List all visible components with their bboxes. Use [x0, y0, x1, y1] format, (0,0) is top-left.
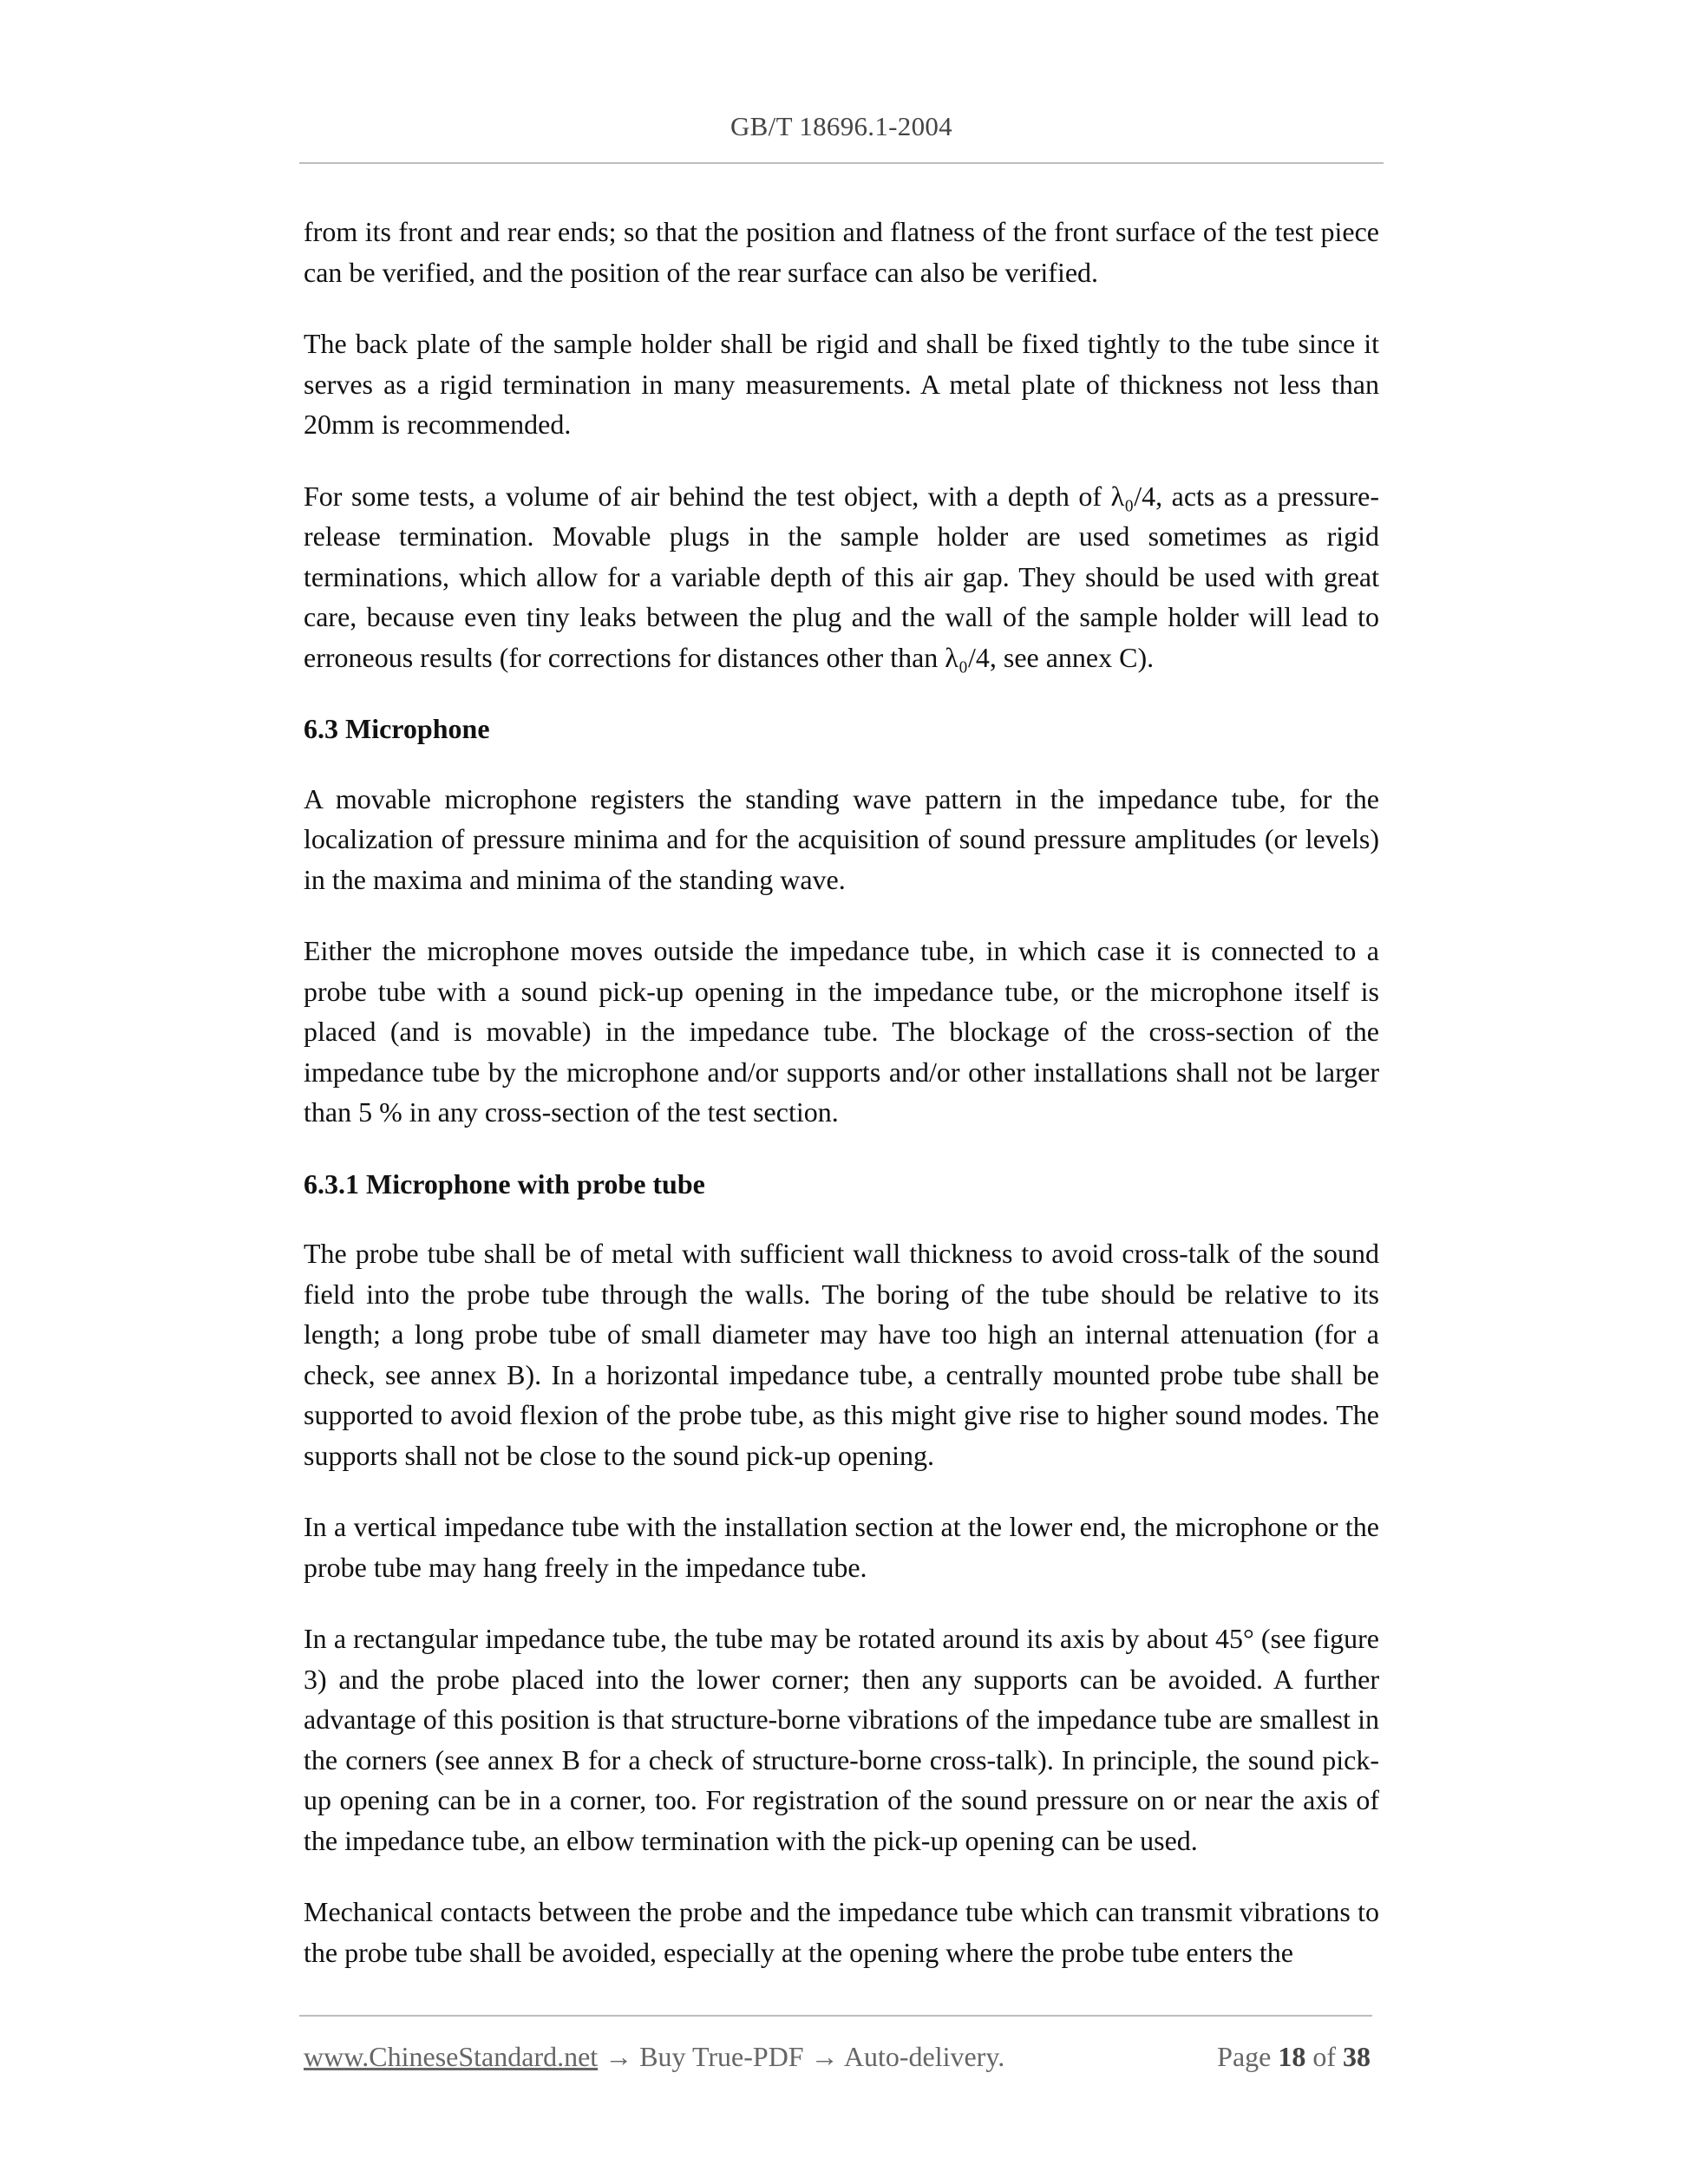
- paragraph: The probe tube shall be of metal with sufficient wall thickness to avoid cross-talk of the sound field into the probe tube through the walls. The boring of the tube should be relative to its length; a long probe tube of small diameter may have too high an internal attenuation (for a check, see annex B). In a horizontal impedance tube, a centrally mounted probe tube shall be supported to avoid flexion of the probe tube, as this might give rise to higher sound modes. The supports shall not be close to the sound pick-up opening.: [304, 1238, 1379, 1471]
- footer-divider: [299, 2015, 1372, 2017]
- paragraph: Either the microphone moves outside the impedance tube, in which case it is connected to a probe tube with a sound pick-up opening in the impedance tube, or the microphone itself is placed (and is movable) in the impedance tube. The blockage of the cross-section of the impedance tube by the microphone and/or supports and/or other installations shall not be larger than 5 % in any cross-section of the test section.: [304, 935, 1379, 1128]
- page-total: 38: [1343, 2041, 1371, 2072]
- footer-tagline: → Buy True-PDF → Auto-delivery.: [598, 2041, 1005, 2072]
- header-divider: [299, 162, 1384, 164]
- page-content: [304, 212, 1379, 2004]
- paragraph: A movable microphone registers the standing wave pattern in the impedance tube, for the localization of pressure minima and for the acquisition of sound pressure amplitudes (or levels) in the maxima and minima of the standing wave.: [304, 782, 1379, 895]
- section-heading-6-3: 6.3 Microphone: [304, 713, 490, 744]
- document-header-title: GB/T 18696.1-2004: [730, 111, 952, 141]
- page-number: 18: [1278, 2041, 1306, 2072]
- page-word: Page: [1217, 2041, 1272, 2072]
- paragraph: In a vertical impedance tube with the installation section at the lower end, the microphone or the probe tube may hang freely in the impedance tube.: [304, 1511, 1379, 1583]
- page-footer: [304, 2037, 1371, 2076]
- paragraph: from its front and rear ends; so that the position and flatness of the front surface of the test piece can be verified, and the position of the rear surface can also be verified.: [304, 216, 1379, 288]
- paragraph: Mechanical contacts between the probe and the impedance tube which can transmit vibrations to the probe tube shall be avoided, especially at the opening where the probe tube enters the: [304, 1896, 1379, 1968]
- of-word: of: [1312, 2041, 1336, 2072]
- paragraph: For some tests, a volume of air behind the test object, with a depth of λ₀/4, acts as a pressure-release termination. Movable plugs in the sample holder are used sometimes as rigid terminations, which allow for a variable depth of this air gap. They should be used with great care, because even tiny leaks between the plug and the wall of the sample holder will lead to erroneous results (for corrections for distances other than λ₀/4, see annex C).: [304, 480, 1379, 673]
- paragraph: In a rectangular impedance tube, the tube may be rotated around its axis by about 45° (see figure 3) and the probe placed into the lower corner; then any supports can be avoided. A further advantage of this position is that structure-borne vibrations of the impedance tube are smallest in the corners (see annex B for a check of structure-borne cross-talk). In principle, the sound pick-up opening can be in a corner, too. For registration of the sound pressure on or near the axis of the impedance tube, an elbow termination with the pick-up opening can be used.: [304, 1623, 1379, 1856]
- page-indicator: [1217, 2037, 1371, 2076]
- site-link[interactable]: www.ChineseStandard.net: [304, 2041, 599, 2072]
- section-heading-6-3-1: 6.3.1 Microphone with probe tube: [304, 1167, 705, 1200]
- paragraph: The back plate of the sample holder shall be rigid and shall be fixed tightly to the tube since it serves as a rigid termination in many measurements. A metal plate of thickness not less than 20mm is recommended.: [304, 328, 1379, 440]
